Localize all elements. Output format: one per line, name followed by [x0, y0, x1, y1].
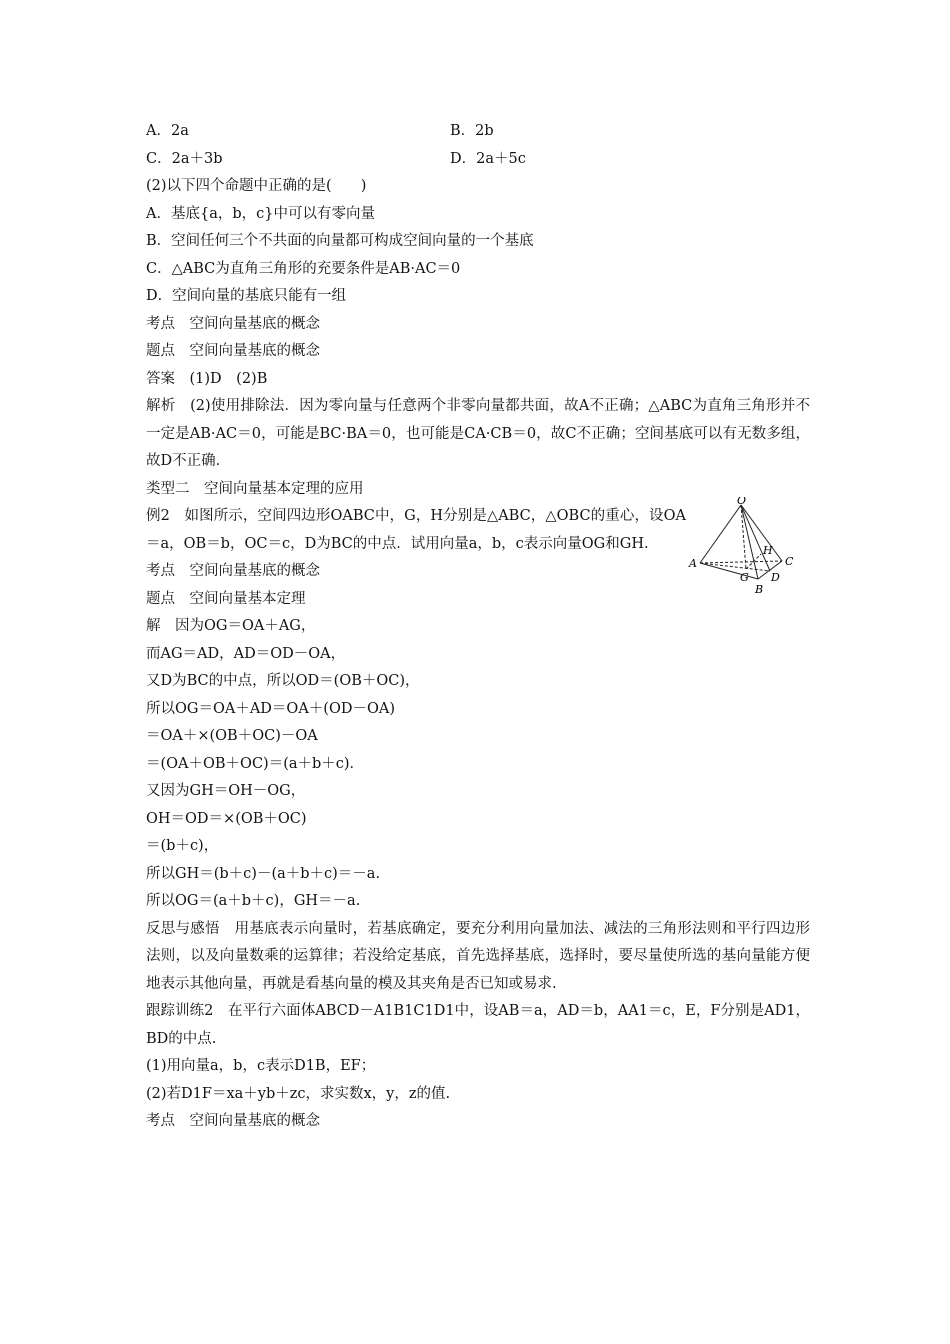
- followup-q1: (1)用向量a，b，c表示D1B，EF；: [146, 1058, 376, 1074]
- document-page: [146, 118, 810, 1136]
- option-d: D．2a＋5c: [450, 150, 526, 167]
- solution-line: 所以GH＝(b＋c)－(a＋b＋c)＝－a.: [146, 865, 381, 882]
- edge-OA: [700, 505, 741, 563]
- solution-line: 而AG＝AD，AD＝OD－OA，: [146, 645, 346, 662]
- q2-option-c: C．△ABC为直角三角形的充要条件是AB·AC＝0: [146, 260, 461, 277]
- edge-GH: [746, 554, 761, 569]
- example-2-tidian: 题点 空间向量基本定理: [146, 590, 306, 607]
- q2-option-d: D．空间向量的基底只能有一组: [146, 288, 347, 304]
- solution-line: 解 因为OG＝OA＋AG，: [146, 618, 316, 634]
- q1-options-row-1: [146, 118, 810, 146]
- followup-kaodian: 考点 空间向量基底的概念: [146, 1113, 320, 1129]
- reflection: 反思与感悟 用基底表示向量时，若基底确定，要充分利用向量加法、减法的三角形法则和平行四边形法则，以及向量数乘的运算律；若没给定基底，首先选择基底，选择时，要尽量使所选的基向量能方便地表示其他向量，再就是看基向量的模及其夹角是否已知或易求.: [146, 920, 810, 992]
- option-b: B．2b: [450, 123, 494, 139]
- edge-AB: [700, 563, 758, 579]
- q2-kaodian: 考点 空间向量基底的概念: [146, 315, 320, 332]
- solution-line: 所以OG＝(a＋b＋c)，GH＝－a.: [146, 893, 361, 909]
- edge-AD: [700, 563, 770, 571]
- q2-answer: 答案 (1)D (2)B: [146, 370, 268, 387]
- q2-stem: (2)以下四个命题中正确的是( ): [146, 178, 367, 194]
- solution-line: ＝(OA＋OB＋OC)＝(a＋b＋c)．: [146, 755, 365, 772]
- option-c: C．2a＋3b: [146, 150, 223, 167]
- q2-tidian: 题点 空间向量基底的概念: [146, 343, 320, 359]
- solution-line: 又因为GH＝OH－OG，: [146, 783, 306, 799]
- label-H: H: [763, 544, 773, 557]
- example-2-kaodian: 考点 空间向量基底的概念: [146, 563, 320, 579]
- label-C: C: [785, 555, 794, 568]
- solution-line: ＝OA＋×(OB＋OC)－OA: [146, 728, 318, 744]
- label-O: O: [737, 497, 747, 507]
- q1-options-row-2: [146, 146, 810, 174]
- label-B: B: [755, 583, 764, 596]
- label-D: D: [771, 571, 780, 584]
- label-A: A: [689, 557, 697, 570]
- solution-line: OH＝OD＝×(OB＋OC): [146, 810, 307, 827]
- tetrahedron-figure: [686, 497, 810, 597]
- solution-line: 所以OG＝OA＋AD＝OA＋(OD－OA): [146, 700, 395, 717]
- label-G: G: [740, 571, 749, 584]
- q2-option-a: A．基底{a，b，c}中可以有零向量: [146, 205, 375, 222]
- solution-line: ＝(b＋c)，: [146, 838, 219, 854]
- solution-block: [146, 613, 810, 916]
- edge-AC: [700, 561, 782, 563]
- option-a: A．2a: [146, 123, 189, 139]
- followup-text: 跟踪训练2 在平行六面体ABCD－A1B1C1D1中，设AB＝a，AD＝b，AA1＝c，E，F分别是AD1，BD的中点.: [146, 1003, 810, 1047]
- q2-analysis: 解析 (2)使用排除法．因为零向量与任意两个非零向量都共面，故A不正确；△ABC为直角三角形并不一定是AB·AC＝0，可能是BC·BA＝0，也可能是CA·CB＝0，故C不正确；空间基底可以有无数多组，故D不正确．: [146, 398, 810, 469]
- section-type2: 类型二 空间向量基本定理的应用: [146, 480, 364, 497]
- followup-q2: (2)若D1F＝xa＋yb＋zc，求实数x，y，z的值.: [146, 1085, 451, 1102]
- example-2-text: 例2 如图所示，空间四边形OABC中，G，H分别是△ABC，△OBC的重心，设OA＝a，OB＝b，OC＝c，D为BC的中点．试用向量a，b，c表示向量OG和GH.: [146, 508, 686, 552]
- q2-option-b: B．空间任何三个不共面的向量都可构成空间向量的一个基底: [146, 233, 534, 249]
- solution-line: 又D为BC的中点，所以OD＝(OB＋OC)，: [146, 673, 420, 689]
